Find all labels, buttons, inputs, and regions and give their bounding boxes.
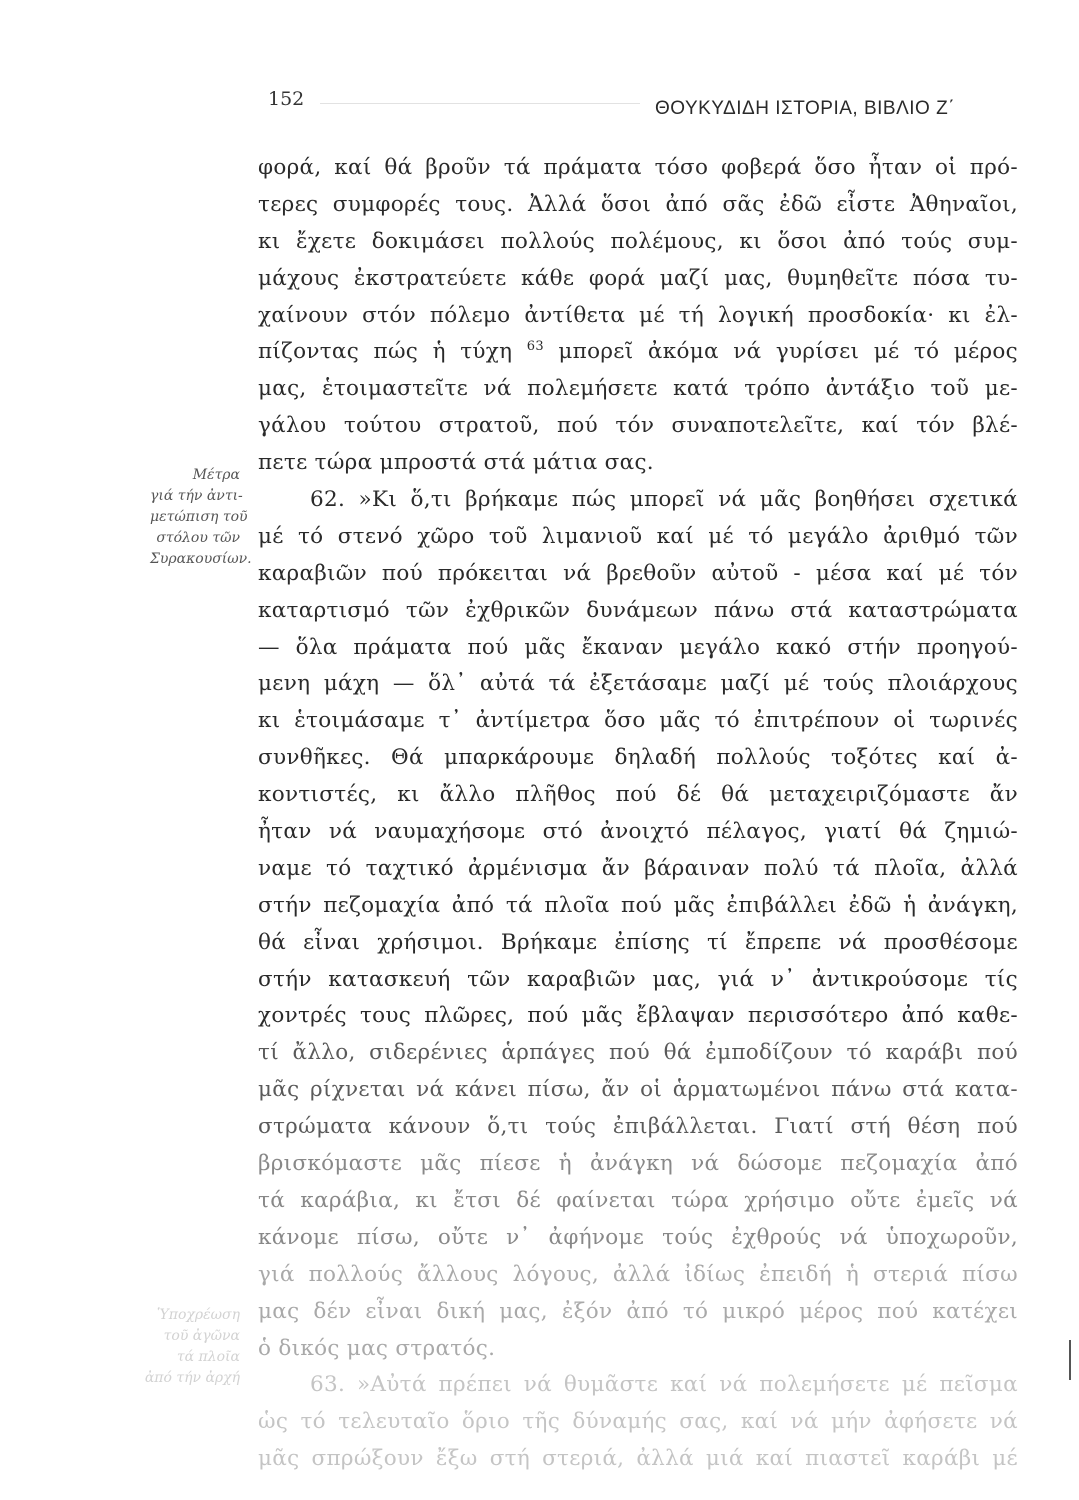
text-line-with-footnote <box>258 334 1018 371</box>
text-line: χαίνουν στόν πόλεμο ἀντίθετα μέ τή λογική προσδοκία· κι ἐλ- <box>258 302 1018 328</box>
text-line: γιά πολλούς ἄλλους λόγους, ἀλλά ἰδίως ἐπειδή ἡ στεριά πίσω <box>258 1261 1018 1287</box>
text-fragment: μπορεῖ ἀκόμα νά γυρίσει μέ τό μέρος <box>558 339 1018 365</box>
margin-note-measures <box>150 465 252 570</box>
text-line: — ὅλα πράματα πού μᾶς ἔκαναν μεγάλο κακό στήν προηγού- <box>258 634 1018 660</box>
text-line: κι ἑτοιμάσαμε τ᾽ ἀντίμετρα ὅσο μᾶς τό ἐπιτρέπουν οἱ τωρινές <box>258 708 1018 734</box>
text-line: ὡς τό τελευταῖο ὅριο τῆς δύναμής σας, καί νά μήν ἀφήσετε νά <box>258 1409 1018 1435</box>
text-line: μᾶς ρίχνεται νά κάνει πίσω, ἄν οἱ ἁρματωμένοι πάνω στά κατα- <box>258 1077 1018 1103</box>
text-line: στρώματα κάνουν ὅ,τι τούς ἐπιβάλλεται. Γιατί στή θέση πού <box>258 1114 1018 1140</box>
text-line: κοντιστές, κι ἄλλο πλῆθος πού δέ θά μεταχειριζόμαστε ἄν <box>258 782 1018 808</box>
text-line: φορά, καί θά βροῦν τά πράματα τόσο φοβερά ὅσο ἦταν οἱ πρό- <box>258 155 1018 180</box>
margin-note-line: τοῦ ἀγῶνα <box>163 1328 240 1344</box>
text-line: ναμε τό ταχτικό ἀρμένισμα ἄν βάραιναν πολύ τά πλοῖα, ἀλλά <box>258 855 1018 881</box>
margin-note-line: γιά τήν ἀντι- <box>150 488 243 504</box>
text-line: μᾶς σπρώξουν ἔξω στή στεριά, ἀλλά μιά καί πιαστεῖ καράβι μέ <box>258 1446 1018 1472</box>
text-line: γάλου τούτου στρατοῦ, πού τόν συναποτελεῖτε, καί τόν βλέ- <box>258 413 1018 439</box>
body-text <box>258 150 1018 1478</box>
text-fragment: πίζοντας πώς ἡ τύχη <box>258 339 513 365</box>
margin-note-line: Μέτρα <box>192 467 240 483</box>
text-line: καραβιῶν πού πρόκειται νά βρεθοῦν αὐτοῦ - μέσα καί μέ τόν <box>258 560 1018 586</box>
margin-note-line: ἀπό τήν ἀρχή <box>144 1370 240 1386</box>
text-line: τί ἄλλο, σιδερένιες ἁρπάγες πού θά ἐμποδίζουν τό καράβι πού <box>258 1040 1018 1066</box>
paragraph-start-63: 63. »Αὐτά πρέπει νά θυμᾶστε καί νά πολεμήσετε μέ πεῖσμα <box>310 1372 1018 1398</box>
text-line: μέ τό στενό χῶρο τοῦ λιμανιοῦ καί μέ τό μεγάλο ἀριθμό τῶν <box>258 523 1018 549</box>
margin-note-line: στόλου τῶν <box>156 530 240 546</box>
text-line: πετε τώρα μπροστά στά μάτια σας. <box>258 450 654 476</box>
text-line: μάχους ἐκστρατεύετε κάθε φορά μαζί μας, θυμηθεῖτε πόσα τυ- <box>258 265 1018 291</box>
text-line: στήν πεζομαχία ἀπό τά πλοῖα πού μᾶς ἐπιβάλλει ἐδῶ ἡ ἀνάγκη, <box>258 892 1018 918</box>
text-line: ὁ δικός μας στρατός. <box>258 1335 496 1361</box>
text-line: τερες συμφορές τους. Ἀλλά ὅσοι ἀπό σᾶς ἐδῶ εἶστε Ἀθηναῖοι, <box>258 191 1018 217</box>
text-line: καταρτισμό τῶν ἐχθρικῶν δυνάμεων πάνω στά καταστρώματα <box>258 597 1018 623</box>
paragraph-start-62: 62. »Κι ὅ,τι βρήκαμε πώς μπορεῖ νά μᾶς βοηθήσει σχετικά <box>310 487 1018 513</box>
text-line: τά καράβια, κι ἔτσι δέ φαίνεται τώρα χρήσιμο οὔτε ἐμεῖς νά <box>258 1187 1018 1213</box>
text-line: ἦταν νά ναυμαχήσομε στό ἀνοιχτό πέλαγος, γιατί θά ζημιώ- <box>258 819 1018 845</box>
text-line: μενη μάχη — ὅλ᾽ αὐτά τά ἐξετάσαμε μαζί μέ τούς πλοιάρχους <box>258 671 1018 697</box>
margin-note-line: τά πλοῖα <box>176 1349 240 1365</box>
text-line: μας δέν εἶναι δική μας, ἐξόν ἀπό τό μικρό μέρος πού κατέχει <box>258 1298 1018 1324</box>
margin-note-faded <box>130 1305 240 1389</box>
text-line: θά εἶναι χρήσιμοι. Βρήκαμε ἐπίσης τί ἔπρεπε νά προσθέσομε <box>258 929 1018 955</box>
header-rule <box>320 103 640 104</box>
text-line: συνθῆκες. Θά μπαρκάρουμε δηλαδή πολλούς τοξότες καί ἀ- <box>258 745 1018 771</box>
text-line: μας, ἑτοιμαστεῖτε νά πολεμήσετε κατά τρόπο ἀντάξιο τοῦ με- <box>258 376 1018 402</box>
footnote-reference: 63 <box>526 339 544 355</box>
text-line: στήν κατασκευή τῶν καραβιῶν μας, γιά ν᾽ ἀντικρούσομε τίς <box>258 966 1018 992</box>
margin-note-line: μετώπιση τοῦ <box>150 509 248 525</box>
text-line: χοντρές τους πλῶρες, πού μᾶς ἔβλαψαν περισσότερο ἀπό καθε- <box>258 1003 1018 1029</box>
page-number: 152 <box>268 88 305 110</box>
text-line: κι ἔχετε δοκιμάσει πολλούς πολέμους, κι ὅσοι ἀπό τούς συμ- <box>258 228 1018 254</box>
margin-note-line: Συρακουσίων. <box>150 551 252 567</box>
text-line: βρισκόμαστε μᾶς πίεσε ἡ ἀνάγκη νά δώσομε πεζομαχία ἀπό <box>258 1151 1018 1177</box>
running-head: ΘΟΥΚΥΔΙΔΗ ΙΣΤΟΡΙΑ, ΒΙΒΛΙΟ Ζ΄ <box>655 98 956 119</box>
margin-note-line: Ὑποχρέωση <box>156 1307 240 1323</box>
text-line: κάνομε πίσω, οὔτε ν᾽ ἀφήνομε τούς ἐχθρούς νά ὑποχωροῦν, <box>258 1224 1018 1250</box>
page-edge-mark <box>1069 1340 1071 1380</box>
